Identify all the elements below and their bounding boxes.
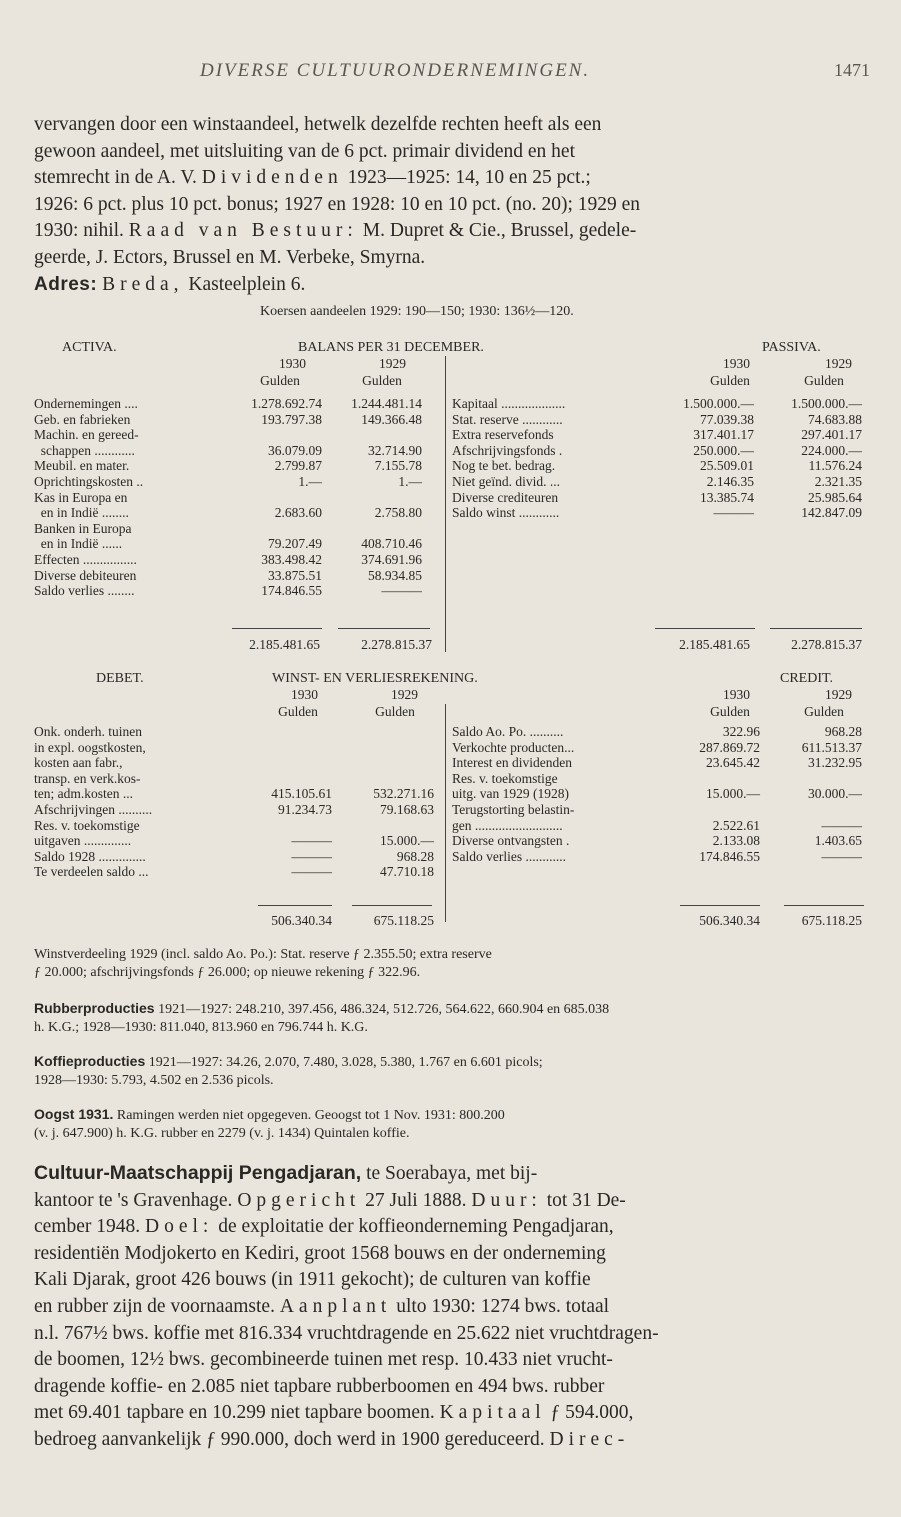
intro-line: stemrecht in de A. V. Dividenden 1923—1925: 14, 10 en 25 pct.;: [34, 167, 591, 189]
sum-rule: [680, 905, 760, 906]
row-value-1929: 47.710.18: [380, 864, 434, 880]
row-value-1930: 36.079.09: [268, 442, 322, 458]
total-credit-1930: 506.340.34: [699, 913, 760, 928]
sum-rule: [655, 628, 755, 629]
page-number: 1471: [834, 60, 870, 80]
section-line: Kali Djarak, groot 426 bouws (in 1911 gekocht); de culturen van koffie: [34, 1269, 591, 1291]
row-value-1929: 1.244.481.14: [351, 396, 422, 411]
section-line: de boomen, 12½ bws. gecombineerde tuinen met resp. 10.433 niet vrucht-: [34, 1349, 613, 1371]
row-value-1930: 2.522.61: [712, 817, 760, 833]
row-value-1930: 250.000.—: [693, 442, 754, 458]
row-value-1930: 1.—: [298, 474, 322, 489]
row-value-1929: ———: [821, 848, 862, 864]
section-line: en rubber zijn de voornaamste. Aanplant ulto 1930: 1274 bws. totaal: [34, 1295, 610, 1317]
row-label: Nog te bet. bedrag.: [452, 458, 556, 474]
section-line: cember 1948. Doel: de exploitatie der koffieonderneming Pengadjaran,: [34, 1216, 614, 1238]
row-value-1929: 2.758.80: [374, 505, 422, 521]
row-label: Saldo winst ............: [452, 505, 560, 521]
row-value-1930: ———: [291, 848, 332, 864]
row-label: Saldo verlies ............: [452, 848, 566, 864]
section-line: bedroeg aanvankelijk ƒ 990.000, doch werd in 1900 gereduceerd. Direc-: [34, 1428, 630, 1450]
row-value-1930: ———: [713, 505, 754, 521]
row-label: Saldo 1928 ..............: [34, 848, 146, 864]
row-value-1929: 408.710.46: [361, 536, 422, 552]
row-label: Afschrijvingen ..........: [34, 802, 153, 817]
row-label: Kapitaal ...................: [452, 396, 566, 411]
section-line: dragende koffie- en 2.085 niet tapbare rubberboomen en 494 bws. rubber: [34, 1375, 605, 1397]
adres-city: Breda,: [102, 273, 184, 295]
row-label: transp. en verk.kos-: [34, 770, 141, 786]
row-value-1930: 2.133.08: [712, 833, 760, 849]
year-header: 1929: [825, 356, 852, 371]
row-label: uitg. van 1929 (1928): [452, 786, 569, 802]
row-value-1929: 968.28: [396, 848, 434, 864]
total-activa-1930: 2.185.481.65: [249, 637, 320, 652]
column-divider: [445, 704, 446, 922]
row-value-1929: 1.500.000.—: [791, 396, 862, 411]
row-value-1930: 287.869.72: [699, 739, 760, 755]
row-value-1930: 79.207.49: [268, 536, 322, 552]
row-label: Ondernemingen ....: [34, 396, 138, 411]
section-line: kantoor te 's Gravenhage. Opgericht 27 Juli 1888. Duur: tot 31 De-: [34, 1189, 626, 1211]
row-value-1930: 174.846.55: [699, 848, 760, 864]
dividenden-label: Dividenden: [201, 167, 343, 189]
section-line: residentiën Modjokerto en Kediri, groot 1568 bouws en der onderneming: [34, 1242, 606, 1264]
row-label: en in Indië ......: [34, 536, 123, 552]
row-label: Machin. en gereed-: [34, 427, 139, 443]
year-header: 1930: [723, 356, 750, 371]
row-value-1929: 224.000.—: [801, 442, 862, 458]
row-label: gen ..........................: [452, 817, 563, 833]
row-value-1930: 15.000.—: [706, 786, 760, 802]
row-value-1929: 15.000.—: [380, 833, 434, 849]
currency-header: Gulden: [710, 704, 750, 719]
oogst-label: Oogst 1931.: [34, 1106, 114, 1122]
row-value-1930: 317.401.17: [693, 427, 754, 443]
row-label: Diverse crediteuren: [452, 489, 559, 505]
section-pengadjaran: [34, 1160, 866, 1454]
row-value-1929: 532.271.16: [373, 786, 434, 802]
row-value-1929: 25.985.64: [808, 489, 862, 505]
sum-rule: [784, 905, 864, 906]
row-value-1929: 30.000.—: [808, 786, 862, 802]
row-value-1929: 31.232.95: [808, 755, 862, 771]
row-value-1929: 74.683.88: [808, 411, 862, 427]
row-label: schappen ............: [34, 442, 135, 458]
row-value-1930: 25.509.01: [700, 458, 754, 474]
year-header: 1930: [291, 687, 318, 702]
row-value-1929: 1.403.65: [814, 833, 862, 849]
winstverdeeling-note: Winstverdeeling 1929 (incl. saldo Ao. Po.): Stat. reserve ƒ 2.355.50; extra reserve ƒ 20.000; afschrijvingsfonds ƒ 26.000; op nieuwe rekening ƒ 322.96.: [34, 947, 492, 980]
intro-line: geerde, J. Ectors, Brussel en M. Verbeke, Smyrna.: [34, 246, 426, 268]
row-label: Onk. onderh. tuinen: [34, 724, 142, 739]
row-value-1929: 1.—: [398, 474, 422, 489]
debet-label: DEBET.: [96, 671, 144, 686]
currency-header: Gulden: [710, 373, 750, 388]
row-value-1930: 13.385.74: [700, 489, 754, 505]
row-label: en in Indië ........: [34, 505, 129, 521]
row-label: Te verdeelen saldo ...: [34, 864, 149, 880]
sum-rule: [338, 628, 430, 629]
raad-van-bestuur-label: Raad van Bestuur:: [128, 220, 358, 242]
row-value-1930: ———: [291, 864, 332, 880]
row-label: Terugstorting belastin-: [452, 802, 575, 817]
koffie-note: Koffieproducties 1921—1927: 34.26, 2.070, 7.480, 3.028, 5.380, 1.767 en 6.601 picols; 1928—1930: 5.793, 4.502 en 2.536 picols.: [34, 1053, 543, 1088]
year-header: 1929: [825, 687, 852, 702]
row-value-1930: 415.105.61: [271, 786, 332, 802]
currency-header: Gulden: [260, 373, 300, 388]
row-label: Niet geïnd. divid. ...: [452, 474, 560, 489]
total-passiva-1930: 2.185.481.65: [679, 637, 750, 652]
row-label: Kas in Europa en: [34, 489, 128, 505]
row-label: Saldo Ao. Po. ..........: [452, 724, 564, 739]
row-value-1929: 58.934.85: [368, 567, 422, 583]
row-label: Interest en dividenden: [452, 755, 572, 771]
company-name: Cultuur-Maatschappij Pengadjaran,: [34, 1162, 362, 1184]
currency-header: Gulden: [278, 704, 318, 719]
currency-header: Gulden: [804, 373, 844, 388]
row-label: uitgaven ..............: [34, 833, 132, 849]
row-label: Effecten ................: [34, 552, 137, 567]
row-label: Verkochte producten...: [452, 739, 575, 755]
row-value-1929: 11.576.24: [808, 458, 862, 474]
row-label: Banken in Europa: [34, 520, 132, 536]
row-label: Res. v. toekomstige: [452, 770, 558, 786]
row-label: Oprichtingskosten ..: [34, 474, 144, 489]
row-value-1929: 611.513.37: [801, 739, 862, 755]
row-label: Res. v. toekomstige: [34, 817, 140, 833]
intro-line: gewoon aandeel, met uitsluiting van de 6 pct. primair dividend en het: [34, 140, 575, 162]
balans-title: BALANS PER 31 DECEMBER.: [298, 340, 484, 355]
row-value-1930: 77.039.38: [700, 411, 754, 427]
year-header: 1929: [379, 356, 406, 371]
total-debet-1930: 506.340.34: [271, 913, 332, 928]
year-header: 1930: [279, 356, 306, 371]
intro-line: 1926: 6 pct. plus 10 pct. bonus; 1927 en 1928: 10 en 10 pct. (no. 20); 1929 en: [34, 193, 641, 215]
row-label: Meubil. en mater.: [34, 458, 130, 474]
row-value-1930: 33.875.51: [268, 567, 322, 583]
currency-header: Gulden: [375, 704, 415, 719]
row-label: Stat. reserve ............: [452, 411, 563, 427]
oogst-note: Oogst 1931. Ramingen werden niet opgegeven. Geoogst tot 1 Nov. 1931: 800.200 (v. j. 647.900) h. K.G. rubber en 2279 (v. j. 1434) Quintalen koffie.: [34, 1106, 505, 1141]
row-label: ten; adm.kosten ...: [34, 786, 133, 802]
row-value-1930: 2.799.87: [274, 458, 322, 474]
row-value-1930: 91.234.73: [278, 802, 332, 817]
koersen-line: Koersen aandeelen 1929: 190—150; 1930: 136½—120.: [260, 304, 574, 319]
row-value-1929: 374.691.96: [361, 552, 422, 567]
row-label: in expl. oogstkosten,: [34, 739, 146, 755]
total-debet-1929: 675.118.25: [373, 913, 434, 928]
currency-header: Gulden: [362, 373, 402, 388]
row-label: Afschrijvingsfonds .: [452, 442, 563, 458]
koffie-label: Koffieproducties: [34, 1053, 146, 1069]
row-value-1929: 79.168.63: [380, 802, 434, 817]
row-value-1929: 142.847.09: [801, 505, 862, 521]
year-header: 1929: [391, 687, 418, 702]
row-value-1929: 149.366.48: [361, 411, 422, 427]
row-value-1929: 968.28: [824, 724, 862, 739]
row-value-1929: 2.321.35: [814, 474, 862, 489]
row-value-1930: 1.278.692.74: [251, 396, 322, 411]
row-value-1930: 23.645.42: [706, 755, 760, 771]
row-label: Diverse ontvangsten .: [452, 833, 570, 849]
winst-title: WINST- EN VERLIESREKENING.: [272, 671, 478, 686]
total-activa-1929: 2.278.815.37: [361, 637, 432, 652]
running-header-title: DIVERSE CULTUURONDERNEMINGEN.: [200, 60, 591, 81]
credit-label: CREDIT.: [780, 671, 834, 686]
row-value-1930: ———: [291, 833, 332, 849]
currency-header: Gulden: [804, 704, 844, 719]
section-line: n.l. 767½ bws. koffie met 816.334 vruchtdragende en 25.622 niet vruchtdragen-: [34, 1322, 659, 1344]
adres-line: Adres: Breda, Kasteelplein 6.: [34, 273, 306, 295]
total-passiva-1929: 2.278.815.37: [791, 637, 862, 652]
activa-label: ACTIVA.: [62, 340, 117, 355]
row-value-1929: ———: [381, 583, 422, 599]
row-value-1930: 322.96: [722, 724, 760, 739]
row-value-1930: 1.500.000.—: [683, 396, 754, 411]
row-value-1930: 193.797.38: [261, 411, 322, 427]
year-header: 1930: [723, 687, 750, 702]
row-value-1929: ———: [821, 817, 862, 833]
row-value-1929: 32.714.90: [368, 442, 422, 458]
row-label: Extra reservefonds: [452, 427, 554, 443]
section-line: met 69.401 tapbare en 10.299 niet tapbare boomen. Kapitaal ƒ 594.000,: [34, 1402, 634, 1424]
intro-line: vervangen door een winstaandeel, hetwelk dezelfde rechten heeft als een: [34, 114, 602, 135]
row-label: Saldo verlies ........: [34, 583, 135, 599]
row-label: kosten aan fabr.,: [34, 755, 123, 771]
intro-line: 1930: nihil. Raad van Bestuur: M. Dupret & Cie., Brussel, gedele-: [34, 220, 637, 242]
row-value-1929: 7.155.78: [374, 458, 422, 474]
rubber-label: Rubberproducties: [34, 1000, 155, 1016]
section-line: Cultuur-Maatschappij Pengadjaran, te Soerabaya, met bij-: [34, 1162, 538, 1184]
row-label: Geb. en fabrieken: [34, 411, 131, 427]
row-value-1930: 383.498.42: [261, 552, 322, 567]
passiva-label: PASSIVA.: [762, 340, 821, 355]
intro-paragraph: [34, 112, 866, 298]
sum-rule: [352, 905, 432, 906]
total-credit-1929: 675.118.25: [801, 913, 862, 928]
row-value-1930: 2.146.35: [706, 474, 754, 489]
row-label: Diverse debiteuren: [34, 567, 137, 583]
row-value-1929: 297.401.17: [801, 427, 862, 443]
sum-rule: [232, 628, 322, 629]
rubber-note: Rubberproducties 1921—1927: 248.210, 397.456, 486.324, 512.726, 564.622, 660.904 en 685.038 h. K.G.; 1928—1930: 811.040, 813.960 en 796.744 h. K.G.: [34, 1000, 610, 1035]
column-divider: [445, 356, 446, 652]
row-value-1930: 2.683.60: [274, 505, 322, 521]
sum-rule: [770, 628, 862, 629]
row-value-1930: 174.846.55: [261, 583, 322, 599]
adres-label: Adres:: [34, 273, 98, 295]
sum-rule: [258, 905, 332, 906]
